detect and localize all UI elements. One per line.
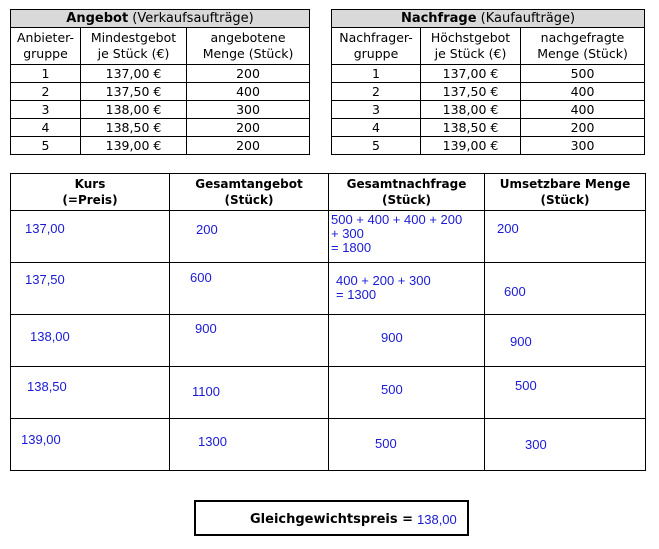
gesamtnachfrage-value: 400 + 200 + 300 = 1300	[336, 273, 431, 302]
calc-header-kurs: Kurs (=Preis)	[11, 174, 170, 211]
kurs-value: 138,00	[30, 329, 70, 344]
nachfrage-title: Nachfrage (Kaufaufträge)	[332, 10, 645, 28]
umsetzbare-menge-value: 900	[510, 334, 532, 349]
kurs-value: 139,00	[21, 432, 61, 447]
table-row	[11, 263, 646, 315]
equilibrium-price-value: 138,00	[417, 512, 457, 527]
table-row: 3 138,00 € 300	[11, 101, 310, 119]
table-row: 5 139,00 € 200	[11, 137, 310, 155]
umsetzbare-menge-value: 500	[515, 378, 537, 393]
table-row: 3 138,00 € 400	[332, 101, 645, 119]
gesamtnachfrage-value: 500	[375, 436, 397, 451]
table-row: 5 139,00 € 300	[332, 137, 645, 155]
gesamtangebot-value: 1100	[192, 384, 220, 399]
kurs-value: 137,00	[25, 221, 65, 236]
gesamtangebot-value: 600	[190, 270, 212, 285]
equilibrium-price-label: Gleichgewichtspreis =	[250, 512, 414, 527]
calculation-table	[10, 173, 646, 471]
table-row: 2 137,50 € 400	[11, 83, 310, 101]
equilibrium-price-box	[194, 500, 469, 536]
angebot-header-mindestgebot: Mindestgebot je Stück (€)	[81, 28, 187, 65]
umsetzbare-menge-value: 300	[525, 437, 547, 452]
table-row: 2 137,50 € 400	[332, 83, 645, 101]
table-row: 1 137,00 € 200	[11, 65, 310, 83]
gesamtangebot-value: 1300	[198, 434, 227, 449]
calc-header-umsetzbare-menge: Umsetzbare Menge (Stück)	[485, 174, 646, 211]
gesamtangebot-value: 200	[196, 222, 218, 237]
calc-header-gesamtangebot: Gesamtangebot (Stück)	[170, 174, 329, 211]
gesamtangebot-value: 900	[195, 321, 217, 336]
angebot-table	[10, 9, 310, 155]
table-row: 4 138,50 € 200	[11, 119, 310, 137]
gesamtnachfrage-value: 500 + 400 + 400 + 200 + 300 = 1800	[331, 212, 463, 255]
table-row	[11, 367, 646, 419]
calc-header-gesamtnachfrage: Gesamtnachfrage (Stück)	[329, 174, 485, 211]
angebot-header-menge: angebotene Menge (Stück)	[187, 28, 310, 65]
gesamtnachfrage-value: 900	[381, 330, 403, 345]
table-row	[11, 211, 646, 263]
nachfrage-table	[331, 9, 645, 155]
table-row	[11, 315, 646, 367]
kurs-value: 137,50	[25, 272, 65, 287]
kurs-value: 138,50	[27, 379, 67, 394]
angebot-header-gruppe: Anbieter- gruppe	[11, 28, 81, 65]
nachfrage-header-hoechstgebot: Höchstgebot je Stück (€)	[421, 28, 521, 65]
nachfrage-header-menge: nachgefragte Menge (Stück)	[521, 28, 645, 65]
nachfrage-header-gruppe: Nachfrager- gruppe	[332, 28, 421, 65]
umsetzbare-menge-value: 600	[504, 284, 526, 299]
table-row	[11, 419, 646, 471]
table-row: 4 138,50 € 200	[332, 119, 645, 137]
gesamtnachfrage-value: 500	[381, 382, 403, 397]
table-row: 1 137,00 € 500	[332, 65, 645, 83]
umsetzbare-menge-value: 200	[497, 221, 519, 236]
angebot-title: Angebot (Verkaufsaufträge)	[11, 10, 310, 28]
